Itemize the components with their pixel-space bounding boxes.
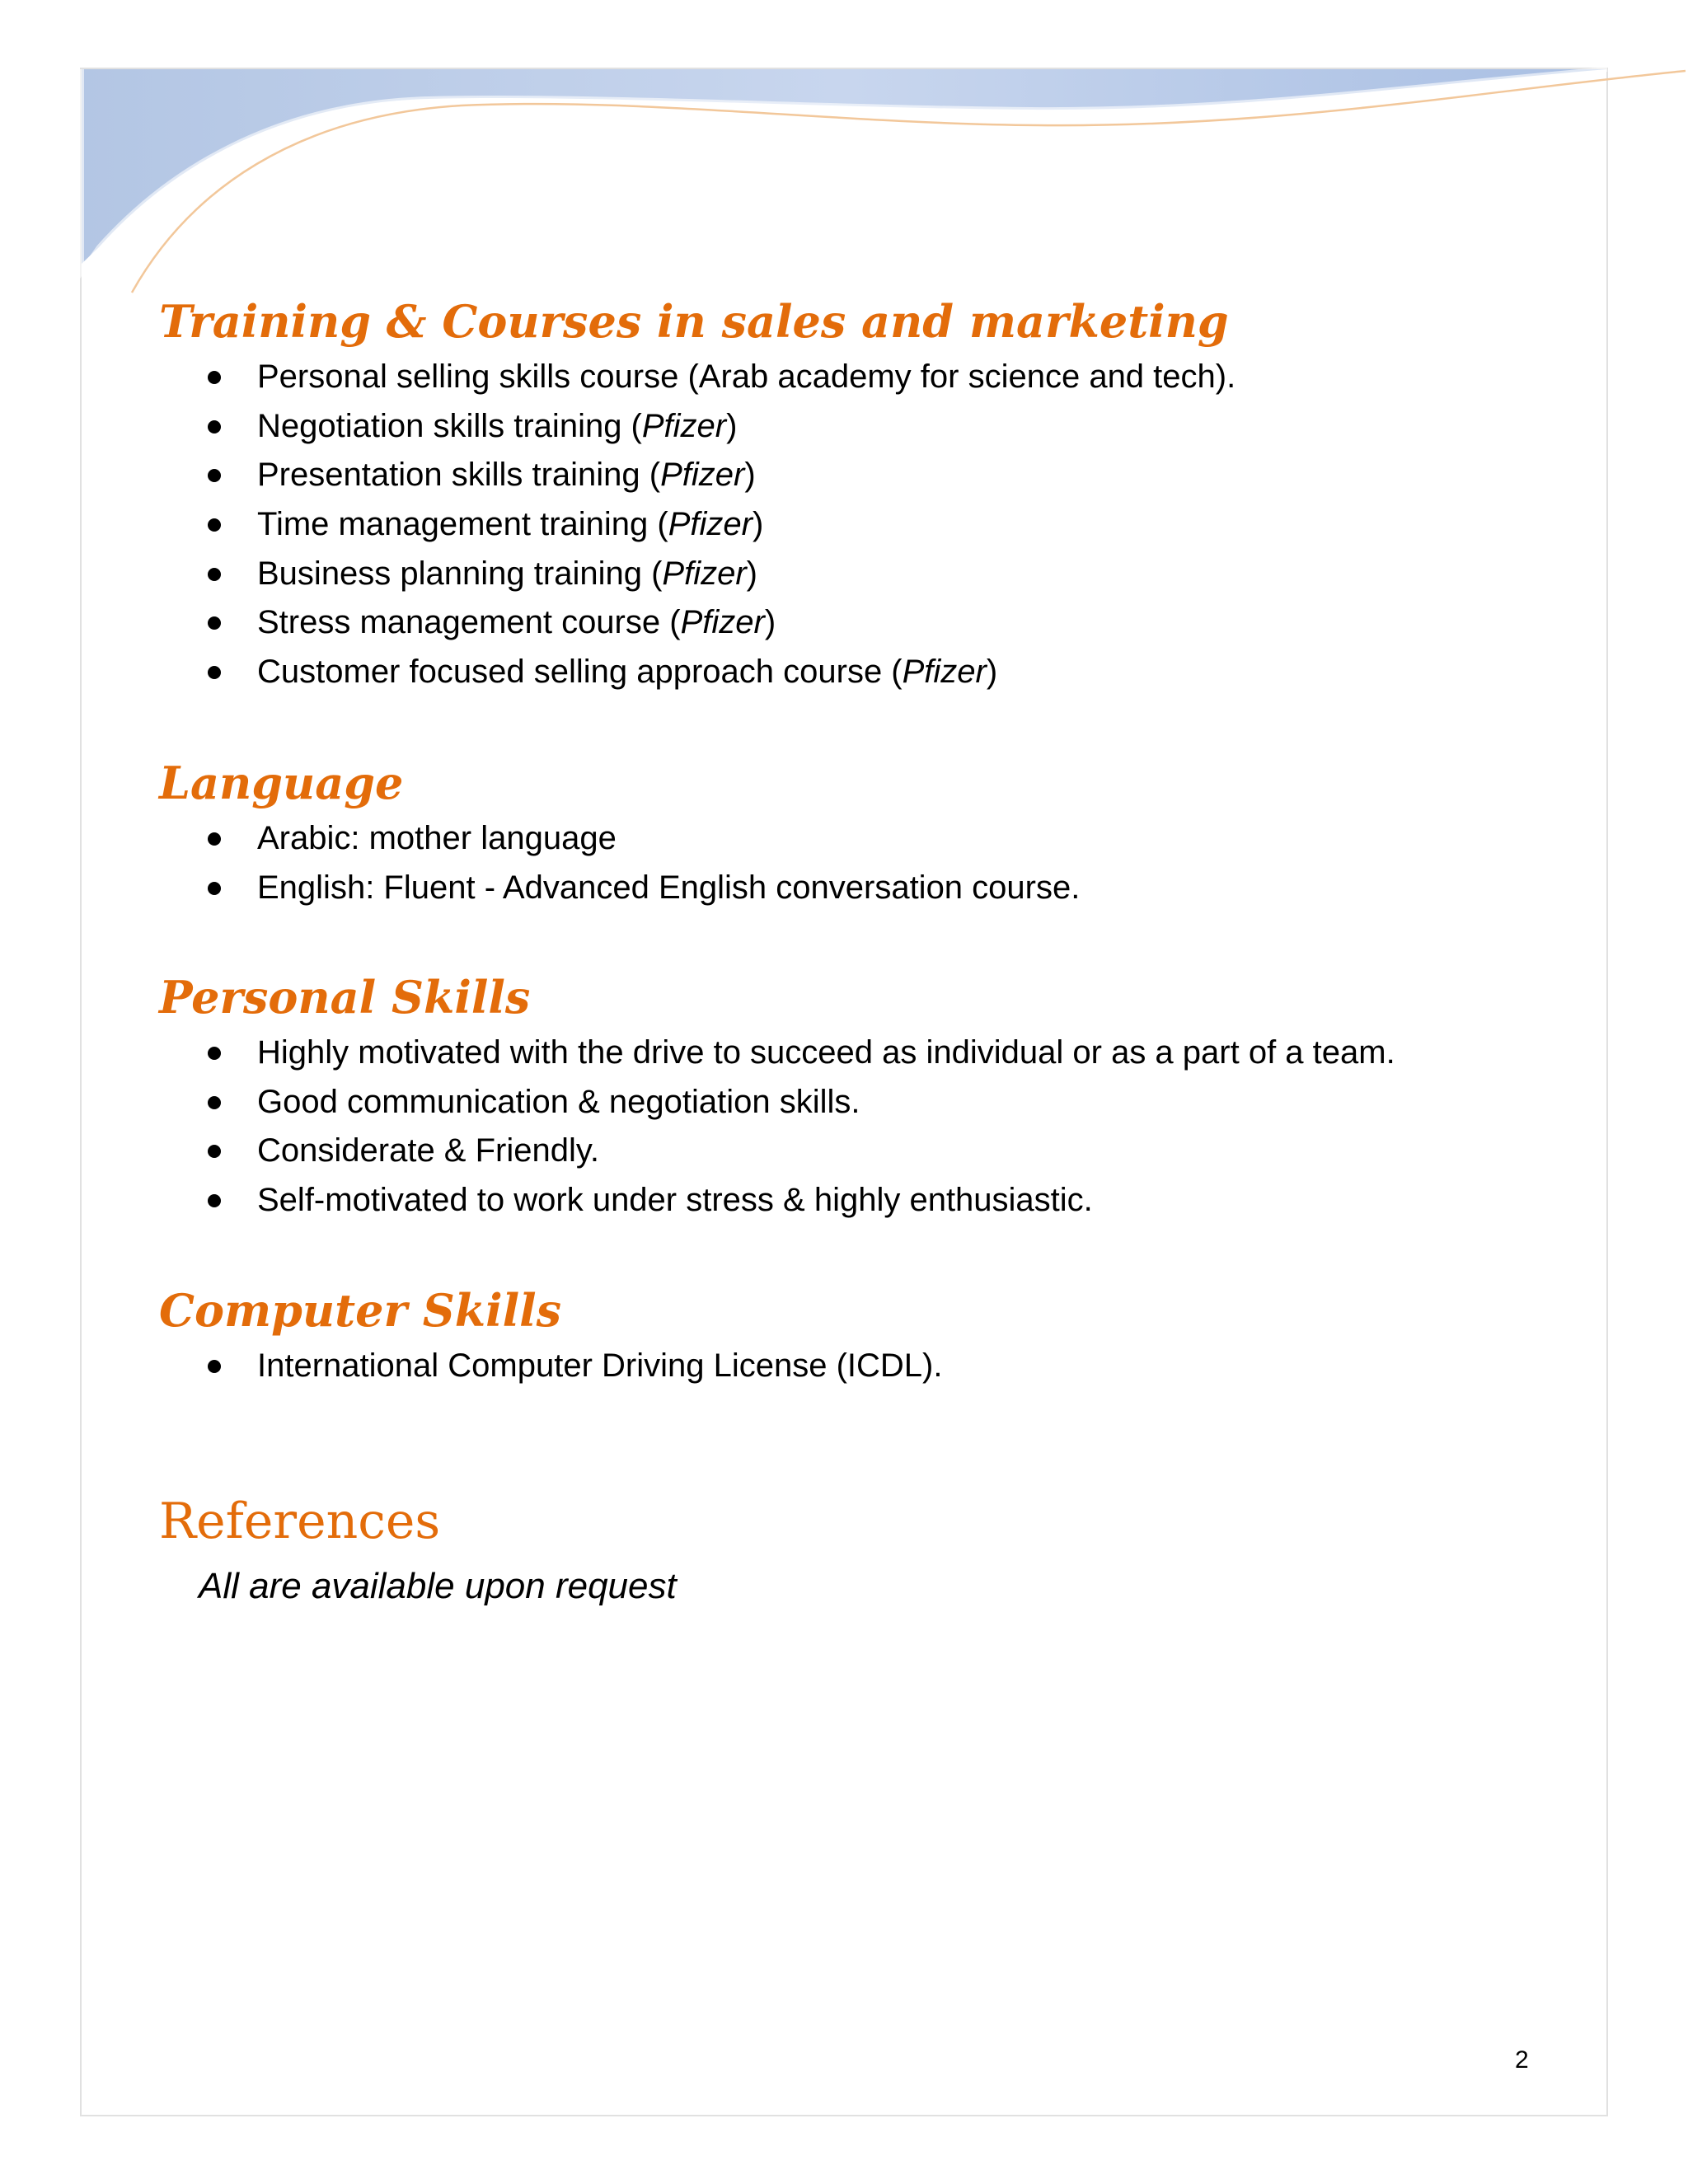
bullet-icon [208,1096,221,1109]
list-item: Stress management course (Pfizer) [0,598,1236,648]
list-item: Business planning training (Pfizer) [0,550,1236,599]
bullet-icon [208,1194,221,1207]
list-item: Highly motivated with the drive to succeed as individual or as a part of a team. [0,1029,1395,1078]
bullet-icon [208,1145,221,1158]
list-item: Personal selling skills course (Arab academy for science and tech). [0,353,1236,402]
bullet-icon [208,568,221,581]
bullet-icon [208,371,221,384]
bullet-icon [208,616,221,630]
language-heading: Language [159,757,404,809]
training-list [0,353,1236,697]
page-number: 2 [1515,2046,1529,2074]
computer-skills-heading: Computer Skills [159,1284,562,1337]
bullet-icon [208,469,221,482]
list-item: International Computer Driving License (ICDL). [0,1342,942,1391]
list-item: Arabic: mother language [0,814,1080,864]
list-item: Self-motivated to work under stress & highly enthusiastic. [0,1176,1395,1226]
list-item: Considerate & Friendly. [0,1127,1395,1176]
language-list [0,814,1080,912]
list-item: English: Fluent - Advanced English conversation course. [0,864,1080,913]
list-item: Time management training (Pfizer) [0,500,1236,550]
references-heading: References [159,1493,441,1550]
personal-skills-heading: Personal Skills [159,971,531,1024]
list-item: Good communication & negotiation skills. [0,1078,1395,1127]
computer-skills-list [0,1342,942,1391]
bullet-icon [208,666,221,679]
bullet-icon [208,832,221,846]
training-heading: Training & Courses in sales and marketing [159,295,1229,348]
list-item: Customer focused selling approach course (Pfizer) [0,648,1236,697]
bullet-icon [208,1047,221,1060]
bullet-icon [208,1360,221,1373]
bullet-icon [208,882,221,895]
bullet-icon [208,518,221,532]
list-item: Negotiation skills training (Pfizer) [0,402,1236,452]
list-item: Presentation skills training (Pfizer) [0,451,1236,500]
bullet-icon [208,420,221,434]
references-text: All are available upon request [199,1566,677,1606]
personal-skills-list [0,1029,1395,1226]
